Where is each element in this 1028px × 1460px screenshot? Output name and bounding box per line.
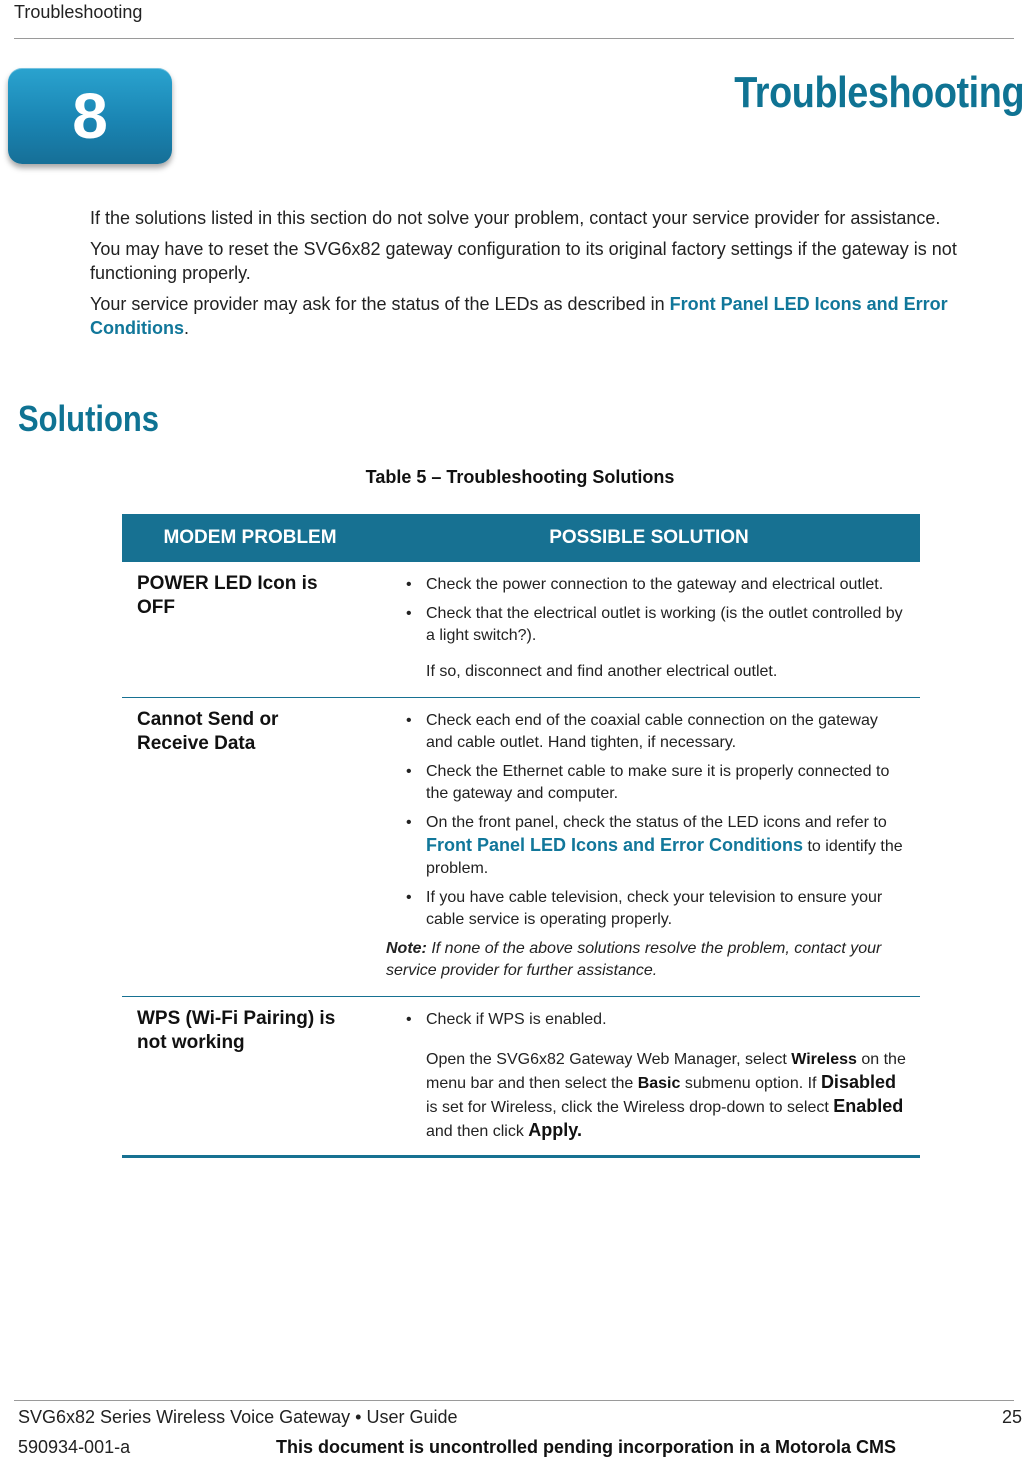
note-text: If none of the above solutions resolve the problem, contact your service provider for further assistance.: [386, 940, 882, 979]
solution-item-text: On the front panel, check the status of the LED icons and refer to: [426, 814, 887, 831]
detail-text: Open the SVG6x82 Gateway Web Manager, select: [426, 1051, 792, 1068]
solution-followup: If so, disconnect and find another electrical outlet.: [426, 663, 778, 680]
intro-paragraph-1: If the solutions listed in this section do not solve your problem, contact your service provider for assistance.: [90, 208, 941, 228]
detail-text: submenu option. If: [680, 1075, 821, 1092]
solution-item: • Check each end of the coaxial cable connection on the gateway and cable outlet. Hand tighten, if necessary.: [406, 710, 906, 754]
solution-item: • If you have cable television, check your television to ensure your cable service is operating properly.: [406, 887, 906, 931]
disabled-term: Disabled: [820, 1072, 896, 1092]
problem-cell: [122, 997, 392, 1155]
page-number: 25: [1001, 1407, 1022, 1427]
solution-list: [406, 574, 906, 647]
detail-text: is set for Wireless, click the Wireless drop-down to select: [426, 1099, 834, 1116]
running-header: Troubleshooting: [14, 2, 143, 22]
problem-cell: [122, 562, 392, 697]
intro-paragraph-3-end: .: [183, 318, 189, 338]
enabled-term: Enabled: [833, 1096, 904, 1116]
header-possible-solution: POSSIBLE SOLUTION: [549, 527, 749, 548]
chapter-number: 8: [72, 80, 108, 152]
note: [386, 938, 906, 982]
table-row: [122, 562, 920, 698]
solution-item: • Check the Ethernet cable to make sure it is properly connected to the gateway and computer.: [406, 761, 906, 805]
table-header: [122, 514, 920, 562]
problem-cell: [122, 698, 392, 996]
solution-cell: [386, 698, 920, 996]
detail-text: and then click: [426, 1123, 529, 1140]
footer-divider: [14, 1400, 1014, 1401]
header-modem-problem: MODEM PROBLEM: [163, 527, 337, 548]
front-panel-led-link[interactable]: Front Panel LED Icons and Error Conditions: [426, 835, 804, 855]
table-row: [122, 698, 920, 997]
problem-label: WPS (Wi-Fi Pairing) is not working: [137, 1008, 336, 1053]
footer-doc-title: SVG6x82 Series Wireless Voice Gateway • User Guide: [18, 1407, 458, 1427]
troubleshooting-table: [122, 514, 920, 1158]
front-panel-led-link[interactable]: Front Panel LED Icons and Error Conditions: [90, 294, 948, 338]
chapter-number-badge: [8, 68, 172, 164]
basic-term: Basic: [637, 1075, 681, 1092]
table-row: [122, 997, 920, 1158]
solution-item-text-end: to identify the problem.: [426, 838, 903, 877]
note-label: Note:: [386, 940, 427, 957]
solution-item: • Check if WPS is enabled.: [406, 1009, 906, 1031]
problem-label: POWER LED Icon is OFF: [137, 573, 318, 618]
intro-text: [90, 206, 1012, 347]
problem-label: Cannot Send or Receive Data: [137, 709, 279, 754]
footer-doc-number: 590934-001-a: [18, 1437, 131, 1457]
header-divider: [14, 38, 1014, 39]
solution-cell: [392, 997, 920, 1155]
chapter-title: Troubleshooting: [734, 68, 1024, 117]
solution-list: [406, 710, 906, 931]
solution-item: • Check that the electrical outlet is working (is the outlet controlled by a light switch?).: [406, 603, 906, 647]
solution-item: [406, 812, 906, 880]
intro-paragraph-2: You may have to reset the SVG6x82 gateway configuration to its original factory settings if the gateway is not functioning properly.: [90, 239, 957, 283]
apply-term: Apply.: [528, 1120, 582, 1140]
footer-notice: This document is uncontrolled pending incorporation in a Motorola CMS: [276, 1437, 896, 1457]
intro-paragraph-3: [90, 292, 1012, 340]
wireless-term: Wireless: [791, 1051, 857, 1068]
table-caption: Table 5 – Troubleshooting Solutions: [365, 467, 675, 487]
solution-cell: [392, 562, 920, 697]
section-title: Solutions: [18, 398, 160, 439]
solution-list: [406, 1009, 906, 1031]
intro-paragraph-3-text: Your service provider may ask for the status of the LEDs as described in: [90, 294, 670, 314]
solution-detail: [406, 1049, 906, 1143]
solution-item: • Check the power connection to the gateway and electrical outlet.: [406, 574, 906, 596]
detail-text: on the menu bar and then select the: [426, 1051, 906, 1092]
